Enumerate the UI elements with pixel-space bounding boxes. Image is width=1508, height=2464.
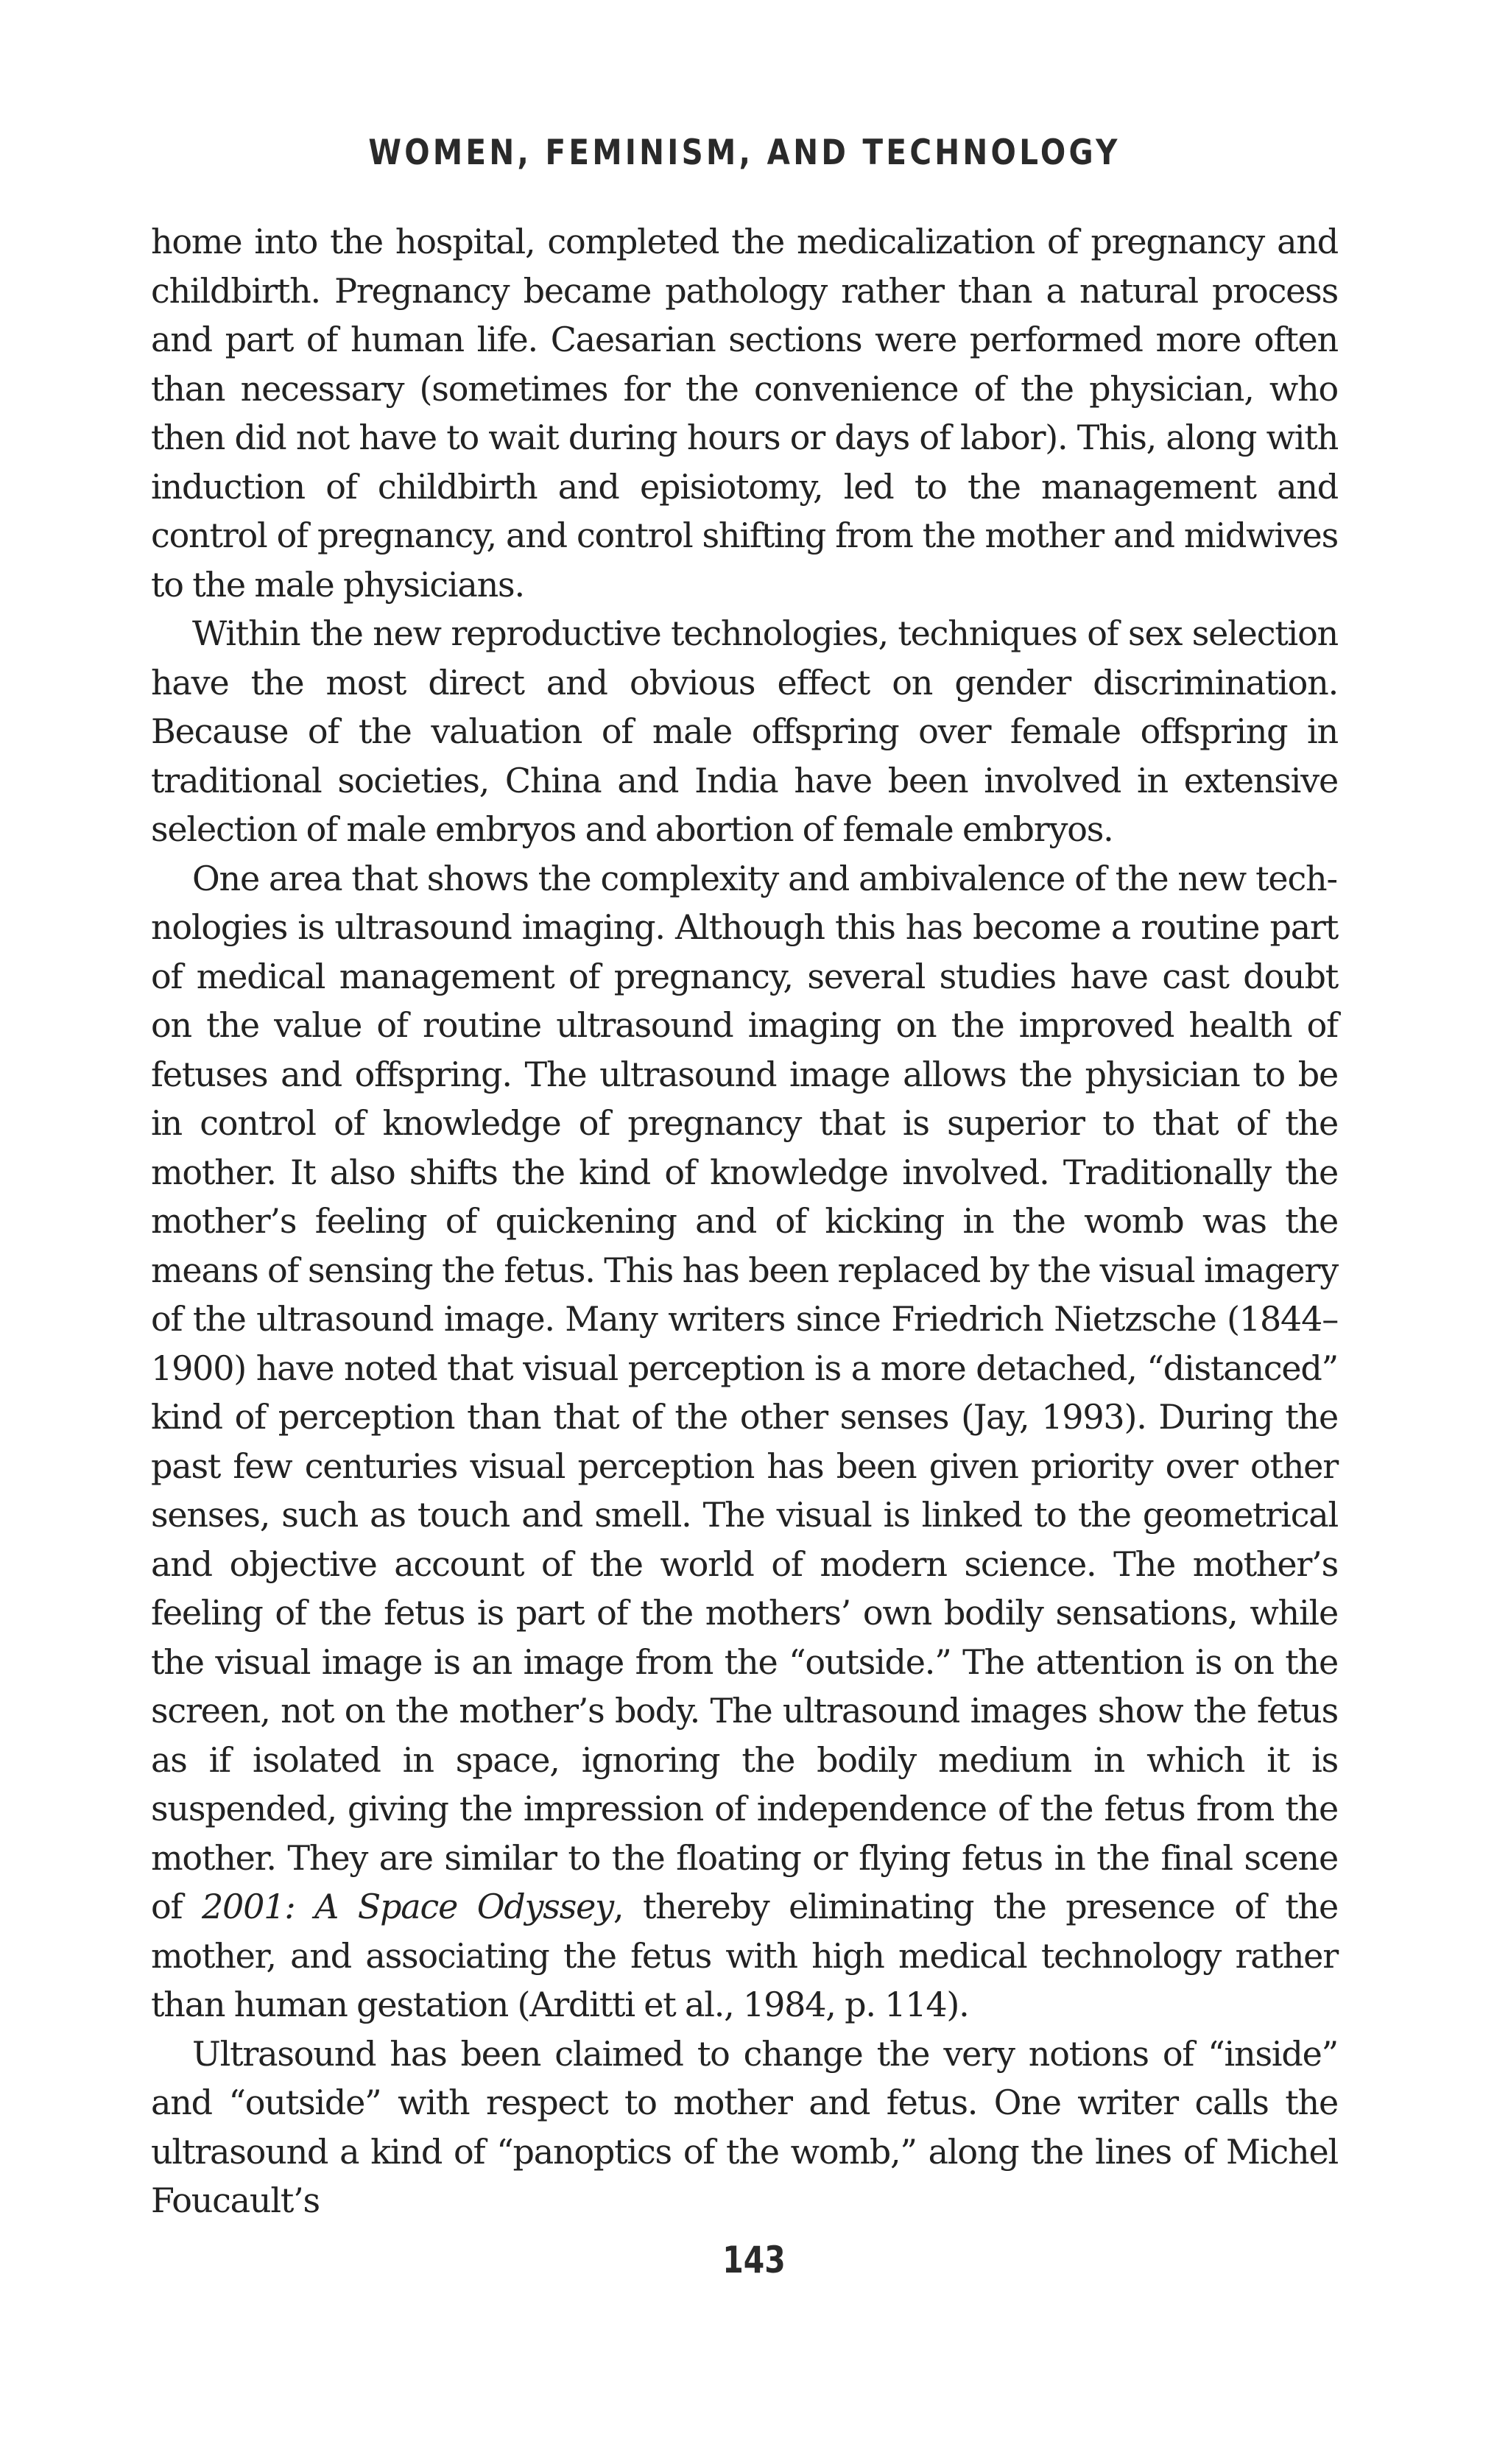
paragraph-3-text-before-title: One area that shows the complexity and ambivalence of the new technologies is ultrasound imaging. Although this has become a routine part of medical management of pregnancy, several studies have cast doubt on the value of routine ultrasound imaging on the improved health of fetuses and offspring. The ultrasound image allows the physician to be in control of knowledge of pregnancy that is superior to that of the mother. It also shifts the kind of knowledge involved. Traditionally the mother’s feeling of quickening and of kicking in the womb was the means of sensing the fetus. This has been replaced by the visual imagery of the ultrasound image. Many writers since Friedrich Nietzsche (1844–1900) have noted that visual perception is a more detached, “distanced” kind of perception than that of the other senses (Jay, 1993). During the past few centuries visual perception has been given priority over other senses, such as touch and smell. The visual is linked to the geometrical and objective account of the world of modern science. The mother’s feeling of the fetus is part of the mothers’ own bodily sensations, while the visual image is an image from the “outside.” The attention is on the screen, not on the mother’s body. The ultrasound images show the fetus as if isolated in space, ignoring the bodily medium in which it is suspended, giving the impression of independence of the fetus from the mother. They are similar to the floating or flying fetus in the final scene of: [151, 858, 1338, 1926]
film-title: 2001: A Space Odyssey: [201, 1887, 613, 1926]
paragraph-3: [151, 854, 1338, 2030]
paragraph-1: home into the hospital, completed the medicalization of pregnancy and childbirth. Pregnancy became pathology rather than a natural process and part of human life. Caesarian sections were performed more often than necessary (sometimes for the convenience of the physician, who then did not have to wait during hours or days of labor). This, along with induction of childbirth and episiotomy, led to the management and control of pregnancy, and control shifting from the mother and midwives to the male physicians.: [151, 222, 1338, 605]
book-page: [151, 110, 1338, 2225]
paragraph-3-text-after-title: , thereby eliminating the presence of the mother, and associating the fetus with high medical technology rather than human gestation (Arditti et al., 1984, p. 114).: [151, 1887, 1339, 2024]
running-head: WOMEN, FEMINISM, AND TECHNOLOGY: [368, 133, 1121, 173]
paragraph-4: Ultrasound has been claimed to change the very notions of “inside” and “outside” with respect to mother and fetus. One writer calls the ultrasound a kind of “panoptics of the womb,” along the lines of Michel Foucault’s: [151, 2033, 1338, 2220]
page-number: 143: [722, 2239, 786, 2281]
paragraph-2: Within the new reproductive technologies, techniques of sex selection have the most direct and obvious effect on gender discrimination. Because of the valuation of male offspring over female offspring in traditional societies, China and India have been involved in extensive selection of male embryos and abortion of female embryos.: [151, 613, 1338, 849]
